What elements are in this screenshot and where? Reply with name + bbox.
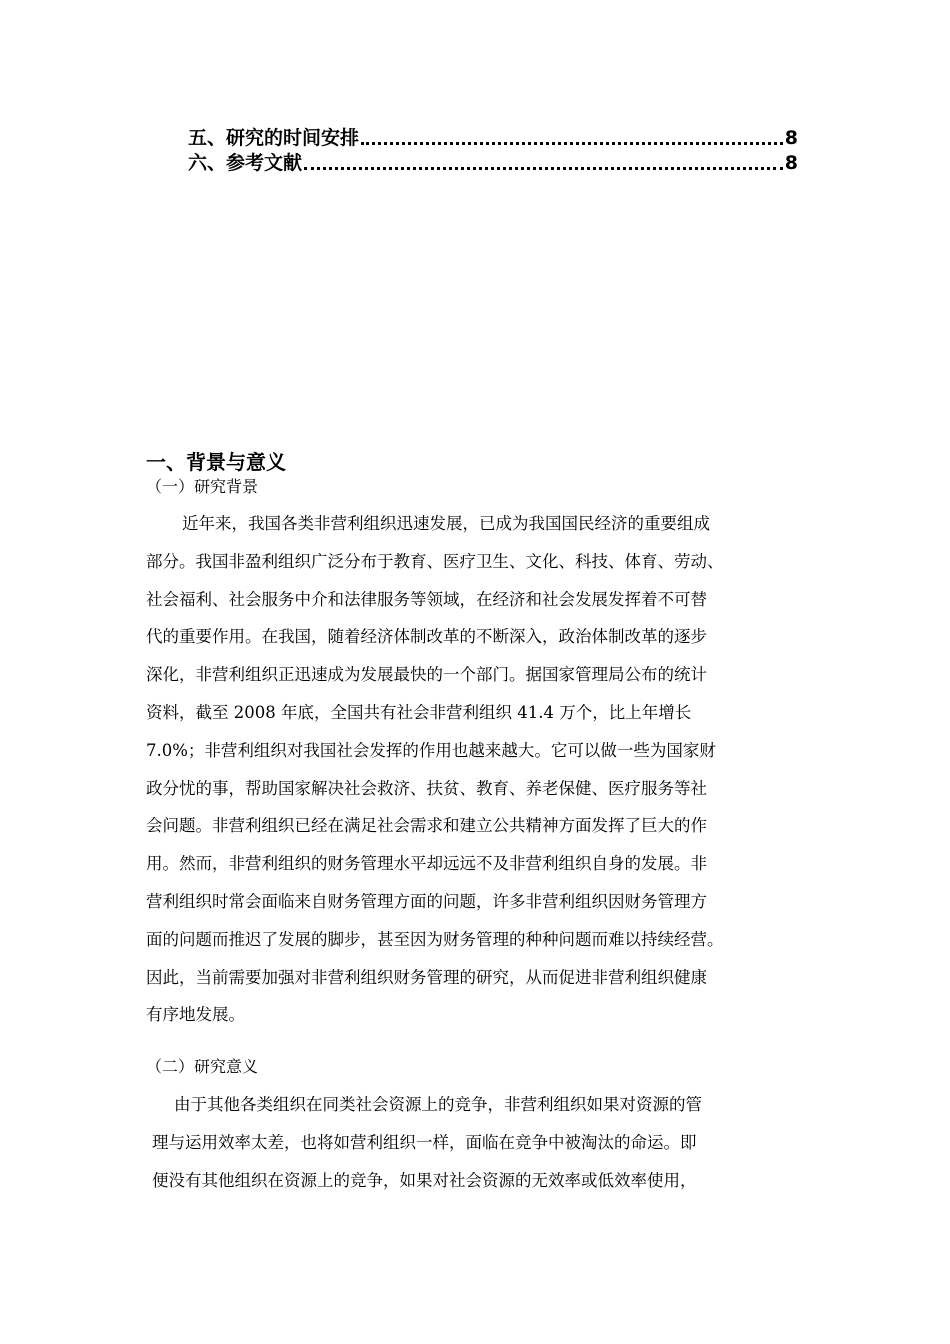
toc-entry[interactable]: [188, 124, 798, 150]
paragraph-line: 部分。我国非盈利组织广泛分布于教育、医疗卫生、文化、科技、体育、劳动、: [146, 551, 724, 571]
paragraph-line: 面的问题而推迟了发展的脚步，甚至因为财务管理的种种问题而难以持续经营。: [146, 929, 724, 949]
paragraph-line: 深化，非营利组织正迅速成为发展最快的一个部门。据国家管理局公布的统计: [146, 665, 707, 685]
paragraph-line: 社会福利、社会服务中介和法律服务等领域，在经济和社会发展发挥着不可替: [146, 589, 707, 609]
subsection-heading-significance: （二）研究意义: [146, 1057, 259, 1076]
toc-entry-label: 六、参考文献: [188, 152, 303, 174]
toc-leader-dots: [361, 142, 783, 145]
paragraph-line: 近年来，我国各类非营利组织迅速发展，已成为我国国民经济的重要组成: [182, 514, 710, 533]
paragraph-line: 政分忧的事，帮助国家解决社会救济、扶贫、教育、养老保健、医疗服务等社: [146, 778, 707, 798]
toc-page-number: 8: [784, 152, 798, 174]
subsection-heading-background: （一）研究背景: [146, 477, 259, 496]
section-heading: 一、背景与意义: [146, 450, 286, 474]
toc-leader-dots: [304, 167, 783, 170]
paragraph-line: 因此，当前需要加强对非营利组织财务管理的研究，从而促进非营利组织健康: [146, 967, 707, 987]
paragraph-line: 7.0%；非营利组织对我国社会发挥的作用也越来越大。它可以做一些为国家财: [146, 740, 716, 760]
paragraph-line: 由于其他各类组织在同类社会资源上的竞争，非营利组织如果对资源的管: [174, 1095, 702, 1114]
paragraph-line: 便没有其他组织在资源上的竞争，如果对社会资源的无效率或低效率使用，: [152, 1170, 697, 1190]
paragraph-line: 有序地发展。: [146, 1005, 245, 1025]
paragraph-line: 会问题。非营利组织已经在满足社会需求和建立公共精神方面发挥了巨大的作: [146, 816, 707, 836]
background-paragraph: [146, 505, 724, 1034]
toc-entry[interactable]: [188, 149, 798, 175]
toc-page-number: 8: [784, 127, 798, 149]
significance-paragraph: [152, 1086, 702, 1199]
paragraph-line: 营利组织时常会面临来自财务管理方面的问题，许多非营利组织因财务管理方: [146, 891, 707, 911]
paragraph-line: 理与运用效率太差，也将如营利组织一样，面临在竞争中被淘汰的命运。即: [152, 1132, 697, 1152]
paragraph-line: 用。然而，非营利组织的财务管理水平却远远不及非营利组织自身的发展。非: [146, 854, 707, 874]
paragraph-line: 代的重要作用。在我国，随着经济体制改革的不断深入，政治体制改革的逐步: [146, 627, 707, 647]
paragraph-line: 资料，截至 2008 年底，全国共有社会非营利组织 41.4 万个，比上年增长: [146, 702, 692, 722]
toc-entry-label: 五、研究的时间安排: [188, 127, 360, 149]
